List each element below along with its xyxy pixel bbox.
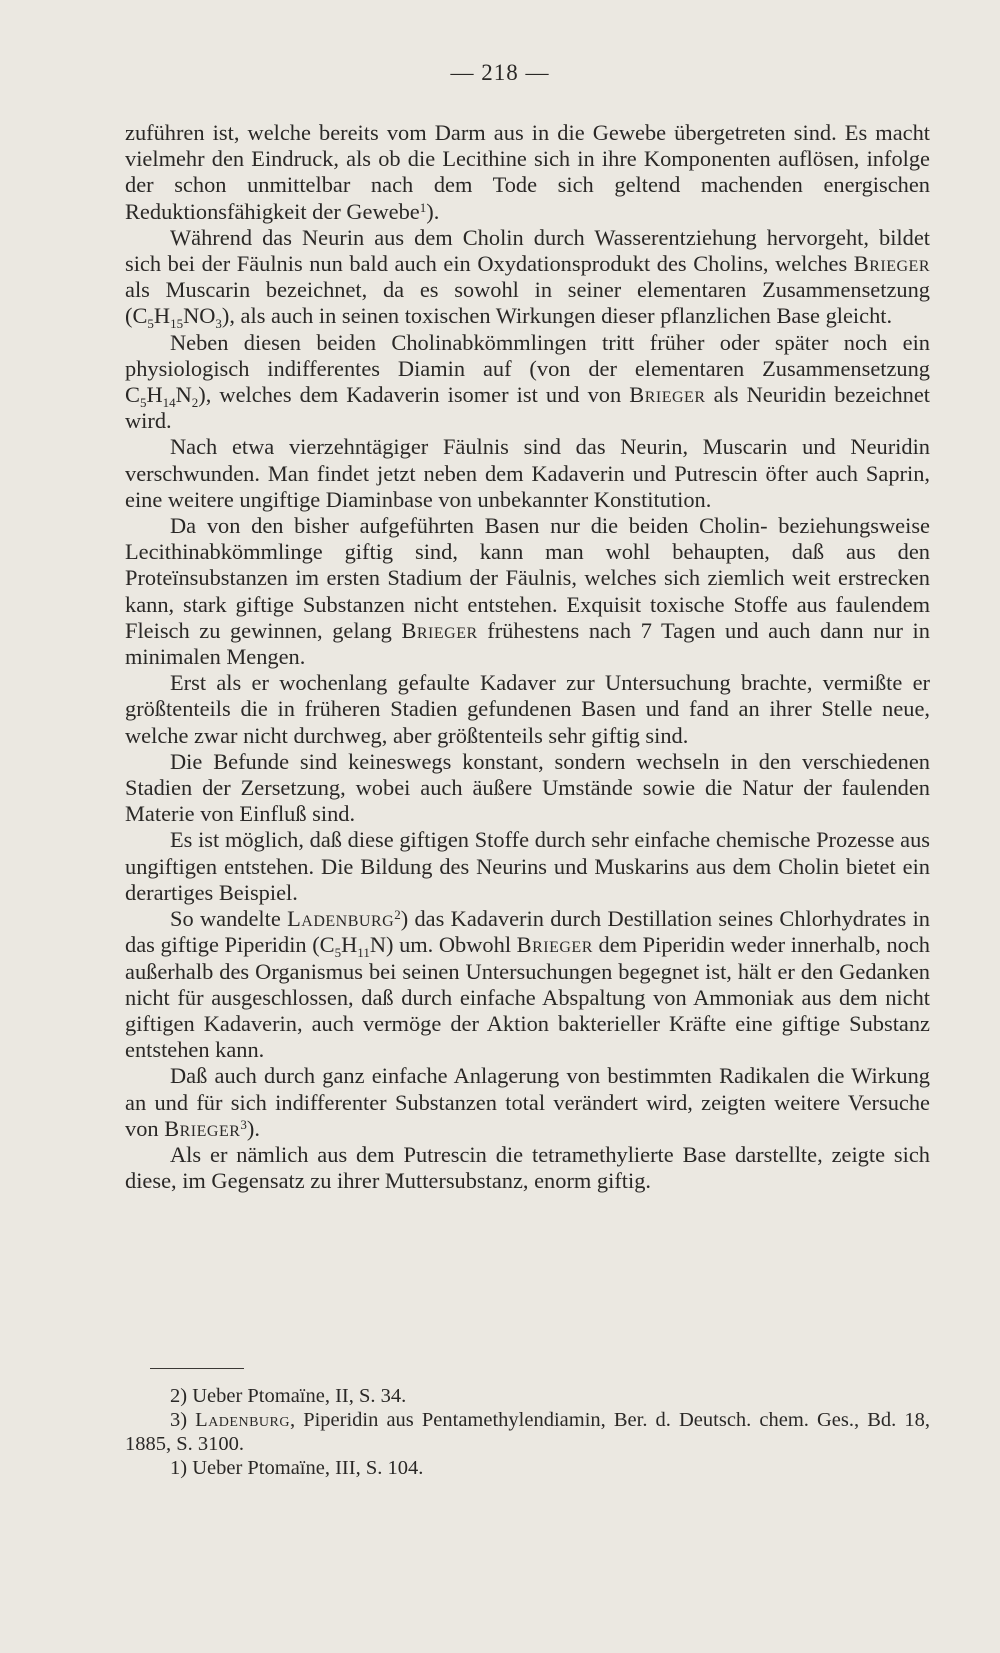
paragraph-4: Nach etwa vierzehntägiger Fäulnis sind das Neurin, Muscarin und Neuridin verschwunden. Man findet jetzt neben dem Kadaverin und Putrescin öfter auch Saprin, eine weitere ungiftige Diaminbase von unbekannter Konstitution.: [125, 434, 930, 512]
paragraph-2: Während das Neurin aus dem Cholin durch Wasserentziehung hervorgeht, bildet sich bei der Fäulnis nun bald auch ein Oxydationsprodukt des Cholins, welches Brieger als Muscarin bezeichnet, da es sowohl in seiner elementaren Zusammensetzung $(C_5H_{15}NO_3)$, als auch in seinen toxischen Wirkungen dieser pflanzlichen Base gleicht.: [125, 224, 930, 332]
author-name: Brieger: [164, 1115, 241, 1141]
author-name: Brieger: [853, 251, 930, 277]
author-name: Brieger: [629, 382, 706, 408]
author-name: Brieger: [401, 617, 478, 643]
page-number: — 218 —: [450, 60, 550, 85]
paragraph-1: zuführen ist, welche bereits vom Darm aus in die Gewebe übergetreten sind. Es macht vielmehr den Eindruck, als ob die Lecithine sich in ihre Komponenten auflösen, infolge der schon unmittelbar nach dem Tode sich geltend machenden energischen Reduktionsfähigkeit der Gewebe$^1$).: [125, 120, 930, 224]
footnote-ref-3: 3: [240, 1116, 247, 1132]
paragraph-3: Neben diesen beiden Cholinabkömmlingen tritt früher oder später noch ein physiologisch indifferentes Diamin auf (von der elementaren Zusammensetzung $C_5H_{14}N_2$), welches dem Kadaverin isomer ist und von Brieger als Neuridin bezeichnet wird.: [125, 329, 930, 434]
paragraph-6: Erst als er wochenlang gefaulte Kadaver zur Untersuchung brachte, vermißte er größtenteils die in früheren Stadien gefundenen Basen und fand an ihrer Stelle neue, welche zwar nicht durchweg, aber größtenteils sehr giftig sind.: [125, 670, 930, 748]
paragraph-8: Es ist möglich, daß diese giftigen Stoffe durch sehr einfache chemische Prozesse aus ungiftigen entstehen. Die Bildung des Neurins und Muskarins aus dem Cholin bietet ein derartiges Beispiel.: [125, 827, 930, 905]
footnote-divider: [150, 1368, 244, 1369]
paragraph-11: Als er nämlich aus dem Putrescin die tetramethylierte Base darstellte, zeigte sich diese, im Gegensatz zu ihrer Muttersubstanz, enorm giftig.: [125, 1141, 930, 1194]
footnote-3: 3) Ladenburg, Piperidin aus Pentamethylendiamin, Ber. d. Deutsch. chem. Ges., Bd. 18, 1885, S. 3100.: [125, 1409, 930, 1455]
paragraph-9: So wandelte Ladenburg$^2$) das Kadaverin durch Destillation seines Chlorhydrates in das giftige Piperidin $(C_5H_{11}N)$ um. Obwohl Brieger dem Piperidin weder innerhalb, noch außerhalb des Organismus bei seinen Untersuchungen begegnet ist, hält er den Gedanken nicht für ausgeschlossen, daß durch einfache Abspaltung von Ammoniak aus dem nicht giftigen Kadaverin, auch vermöge der Aktion bakterieller Kräfte eine giftige Substanz entstehen kann.: [125, 906, 930, 1063]
footnote-ref-1: 1: [419, 199, 427, 215]
footnote-2: 2) Ueber Ptomaïne, II, S. 34.: [170, 1385, 407, 1407]
footnotes: [125, 1384, 930, 1480]
paragraph-10: Daß auch durch ganz einfache Anlagerung von bestimmten Radikalen die Wirkung an und für sich indifferenter Substanzen total verändert wird, zeigten weitere Versuche von Brieger$^3$).: [125, 1063, 930, 1141]
paragraph-5: Da von den bisher aufgeführten Basen nur die beiden Cholin- beziehungsweise Lecithinabkömmlinge giftig sind, kann man wohl behaupten, daß aus den Proteïnsubstanzen im ersten Stadium der Fäulnis, welches sich ziemlich weit erstrecken kann, stark giftige Substanzen nicht entstehen. Exquisit toxische Stoffe aus faulendem Fleisch zu gewinnen, gelang Brieger frühestens nach 7 Tagen und auch dann nur in minimalen Mengen.: [125, 513, 930, 670]
author-name: Ladenburg: [195, 1409, 290, 1431]
paragraph-7: Die Befunde sind keineswegs konstant, sondern wechseln in den verschiedenen Stadien der Zersetzung, wobei auch äußere Umstände sowie die Natur der faulenden Materie von Einfluß sind.: [125, 748, 930, 827]
body-text: [125, 120, 930, 1194]
author-name: Ladenburg: [287, 906, 395, 932]
author-name: Brieger: [516, 932, 593, 958]
footnote-1: 1) Ueber Ptomaïne, III, S. 104.: [170, 1457, 424, 1479]
footnote-ref-2: 2: [394, 907, 401, 923]
